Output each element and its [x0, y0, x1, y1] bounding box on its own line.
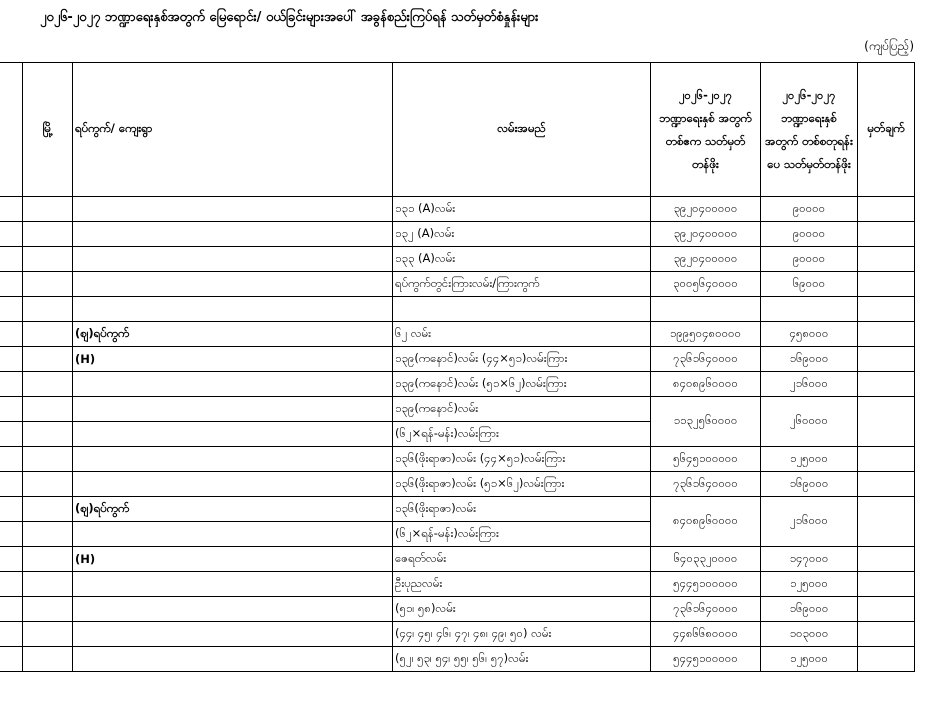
town-cell	[23, 472, 73, 497]
merged-row-2-a	[0, 497, 915, 522]
sqft-value-cell: ၁၆၉၀၀၀	[761, 472, 858, 497]
sqft-value-cell: ၂၁၆၀၀၀	[761, 497, 858, 547]
sqft-value-cell: ၉၀၀၀၀	[761, 247, 858, 272]
table-row	[0, 647, 915, 672]
acre-value-cell: ၇၃၆၁၆၄၀၀၀၀	[651, 472, 761, 497]
acre-value-cell: ၇၃၆၁၆၄၀၀၀၀	[651, 347, 761, 372]
street-cell: ၁၃၆(ဖိုးရာဇာ)လမ်း (၄၄×၅၁)လမ်းကြား	[393, 447, 651, 472]
town-cell	[23, 622, 73, 647]
quarter-cell	[73, 372, 393, 397]
acre-value-cell: ၁၉၉၅၀၄၈၀၀၀၀	[651, 322, 761, 347]
town-cell	[23, 297, 73, 322]
quarter-cell: (H)	[73, 347, 393, 372]
blank-cell	[0, 197, 23, 222]
table-row	[0, 222, 915, 247]
acre-value-cell: ၁၁၃၂၅၆၀၀၀၀	[651, 397, 761, 447]
header-value-per-sqft: ၂၀၂၆-၂၀၂၇ ဘဏ္ဍာရေးနှစ် အတွက် တစ်စတုရန်းပေ သတ်မှတ်တန်ဖိုး	[761, 63, 858, 197]
table-row	[0, 472, 915, 497]
town-cell	[23, 547, 73, 572]
acre-value-cell	[651, 297, 761, 322]
remarks-cell	[858, 222, 915, 247]
town-cell	[23, 197, 73, 222]
acre-value-cell: ၅၄၄၅၁၀၀၀၀၀	[651, 572, 761, 597]
remarks-cell	[858, 472, 915, 497]
sqft-value-cell: ၁၆၉၀၀၀	[761, 597, 858, 622]
blank-cell	[0, 272, 23, 297]
quarter-cell: (ဈ)ရပ်ကွက်	[73, 322, 393, 347]
acre-value-cell: ၅၆၄၅၁၀၀၀၀၀	[651, 447, 761, 472]
table-row	[0, 197, 915, 222]
town-cell	[23, 372, 73, 397]
blank-cell	[0, 297, 23, 322]
remarks-cell	[858, 572, 915, 597]
quarter-cell	[73, 447, 393, 472]
remarks-cell	[858, 347, 915, 372]
quarter-cell	[73, 297, 393, 322]
street-cell: ဇေရတ်လမ်း	[393, 547, 651, 572]
town-cell	[23, 347, 73, 372]
acre-value-cell: ၄၄၈၆၆၈၀၀၀၀	[651, 622, 761, 647]
town-cell	[23, 597, 73, 622]
remarks-cell	[858, 497, 915, 547]
street-cell: ၆၂ လမ်း	[393, 322, 651, 347]
quarter-cell	[73, 222, 393, 247]
quarter-cell	[73, 647, 393, 672]
remarks-cell	[858, 647, 915, 672]
town-cell	[23, 222, 73, 247]
acre-value-cell: ၅၄၄၅၁၀၀၀၀၀	[651, 647, 761, 672]
quarter-cell	[73, 597, 393, 622]
header-quarter: ရပ်ကွက်/ ကျေးရွာ	[73, 63, 393, 197]
sqft-value-cell: ၆၉၀၀၀	[761, 272, 858, 297]
quarter-cell	[73, 397, 393, 422]
acre-value-cell: ၈၄၀၈၉၆၀၀၀၀	[651, 497, 761, 547]
street-cell: ၁၃၆(ဖိုးရာဇာ)လမ်း (၅၁×၆၂)လမ်းကြား	[393, 472, 651, 497]
town-cell	[23, 572, 73, 597]
acre-value-cell: ၃၉၂၀၄၀၀၀၀၀	[651, 222, 761, 247]
sqft-value-cell: ၁၄၇၀၀၀	[761, 547, 858, 572]
street-cell: ၁၃၂ (A)လမ်း	[393, 222, 651, 247]
remarks-cell	[858, 322, 915, 347]
sqft-value-cell: ၁၂၅၀၀၀	[761, 447, 858, 472]
quarter-cell	[73, 522, 393, 547]
blank-cell	[0, 372, 23, 397]
sqft-value-cell: ၄၅၈၀၀၀	[761, 322, 858, 347]
header-row	[0, 63, 915, 197]
acre-value-cell: ၈၄၀၈၉၆၀၀၀၀	[651, 372, 761, 397]
quarter-cell: (ဈ)ရပ်ကွက်	[73, 497, 393, 522]
blank-cell	[0, 647, 23, 672]
remarks-cell	[858, 622, 915, 647]
street-cell: (၄၄၊ ၄၅၊ ၄၆၊ ၄၇၊ ၄၈၊ ၄၉၊ ၅၀) လမ်း	[393, 622, 651, 647]
blank-cell	[0, 322, 23, 347]
sqft-value-cell: ၁၂၅၀၀၀	[761, 572, 858, 597]
quarter-cell	[73, 572, 393, 597]
remarks-cell	[858, 597, 915, 622]
sqft-value-cell: ၁၆၉၀၀၀	[761, 347, 858, 372]
rows-group-c	[0, 547, 915, 672]
rows-group-a	[0, 197, 915, 397]
blank-cell	[0, 447, 23, 472]
street-cell: ဦးပုညလမ်း	[393, 572, 651, 597]
remarks-cell	[858, 247, 915, 272]
street-cell: ၁၃၉(ကနောင်)လမ်း	[393, 397, 651, 422]
valuation-table	[0, 62, 915, 672]
blank-cell	[0, 597, 23, 622]
town-cell	[23, 322, 73, 347]
table-row	[0, 447, 915, 472]
acre-value-cell: ၃၉၂၀၄၀၀၀၀၀	[651, 197, 761, 222]
quarter-cell	[73, 422, 393, 447]
town-cell	[23, 247, 73, 272]
sqft-value-cell: ၉၀၀၀၀	[761, 197, 858, 222]
merged-row-1-a	[0, 397, 915, 422]
remarks-cell	[858, 372, 915, 397]
street-cell: ၁၃၃ (A)လမ်း	[393, 247, 651, 272]
blank-cell	[0, 222, 23, 247]
table-row	[0, 622, 915, 647]
sqft-value-cell: ၂၆၀၀၀၀	[761, 397, 858, 447]
table-row	[0, 322, 915, 347]
table-row	[0, 547, 915, 572]
street-cell: (၅၁၊ ၅၈)လမ်း	[393, 597, 651, 622]
table-row	[0, 572, 915, 597]
page-title: ၂၀၂၆-၂၀၂၇ ဘဏ္ဍာရေးနှစ်အတွက် မြေရောင်း/ ဝယ်ခြင်းများအပေါ် အခွန်စည်းကြပ်ရန် သတ်မှတ်စံနှုန်းများ	[40, 10, 539, 25]
sqft-value-cell: ၁၀၃၀၀၀	[761, 622, 858, 647]
header-street: လမ်းအမည်	[393, 63, 651, 197]
blank-cell	[0, 622, 23, 647]
acre-value-cell: ၃၀၀၅၆၄၀၀၀၀	[651, 272, 761, 297]
header-remarks: မှတ်ချက်	[858, 63, 915, 197]
remarks-cell	[858, 447, 915, 472]
blank-cell	[0, 472, 23, 497]
remarks-cell	[858, 397, 915, 447]
unit-label: (ကျပ်ပြည့်)	[864, 39, 914, 53]
blank-cell	[0, 347, 23, 372]
street-cell: ၁၃၉(ကနောင်)လမ်း (၄၄×၅၁)လမ်းကြား	[393, 347, 651, 372]
quarter-cell	[73, 197, 393, 222]
table-row	[0, 297, 915, 322]
street-cell: ၁၃၉(ကနောင်)လမ်း (၅၁×၆၂)လမ်းကြား	[393, 372, 651, 397]
street-cell	[393, 297, 651, 322]
remarks-cell	[858, 272, 915, 297]
street-cell: (၆၂×ရန်-မန်း)လမ်းကြား	[393, 522, 651, 547]
street-cell: ၁၃၁ (A)လမ်း	[393, 197, 651, 222]
table-row	[0, 372, 915, 397]
blank-cell	[0, 547, 23, 572]
street-cell: ၁၃၆(ဖိုးရာဇာ)လမ်း	[393, 497, 651, 522]
header-town: မြို့	[23, 63, 73, 197]
street-cell: (၆၂×ရန်-မန်း)လမ်းကြား	[393, 422, 651, 447]
table-row	[0, 247, 915, 272]
acre-value-cell: ၃၉၂၀၄၀၀၀၀၀	[651, 247, 761, 272]
rows-group-b	[0, 447, 915, 497]
remarks-cell	[858, 547, 915, 572]
blank-cell	[0, 572, 23, 597]
street-cell: (၅၂၊ ၅၃၊ ၅၄၊ ၅၅၊ ၅၆၊ ၅၇)လမ်း	[393, 647, 651, 672]
town-cell	[23, 447, 73, 472]
table-row	[0, 272, 915, 297]
street-cell: ရပ်ကွက်တွင်းကြားလမ်း/ကြားကွက်	[393, 272, 651, 297]
remarks-cell	[858, 297, 915, 322]
quarter-cell	[73, 272, 393, 297]
acre-value-cell: ၆၄၀၃၃၂၀၀၀၀	[651, 547, 761, 572]
acre-value-cell: ၇၃၆၁၆၄၀၀၀၀	[651, 597, 761, 622]
blank-cell	[0, 247, 23, 272]
quarter-cell: (H)	[73, 547, 393, 572]
sqft-value-cell: ၂၁၆၀၀၀	[761, 372, 858, 397]
quarter-cell	[73, 622, 393, 647]
sqft-value-cell: ၉၀၀၀၀	[761, 222, 858, 247]
header-value-per-acre: ၂၀၂၆-၂၀၂၇ ဘဏ္ဍာရေးနှစ် အတွက် တစ်ဧက သတ်မှတ်တန်ဖိုး	[651, 63, 761, 197]
town-cell	[23, 647, 73, 672]
header-blank	[0, 63, 23, 197]
table-row	[0, 597, 915, 622]
table-row	[0, 347, 915, 372]
quarter-cell	[73, 247, 393, 272]
remarks-cell	[858, 197, 915, 222]
town-cell	[23, 272, 73, 297]
sqft-value-cell: ၁၂၅၀၀၀	[761, 647, 858, 672]
sqft-value-cell	[761, 297, 858, 322]
quarter-cell	[73, 472, 393, 497]
